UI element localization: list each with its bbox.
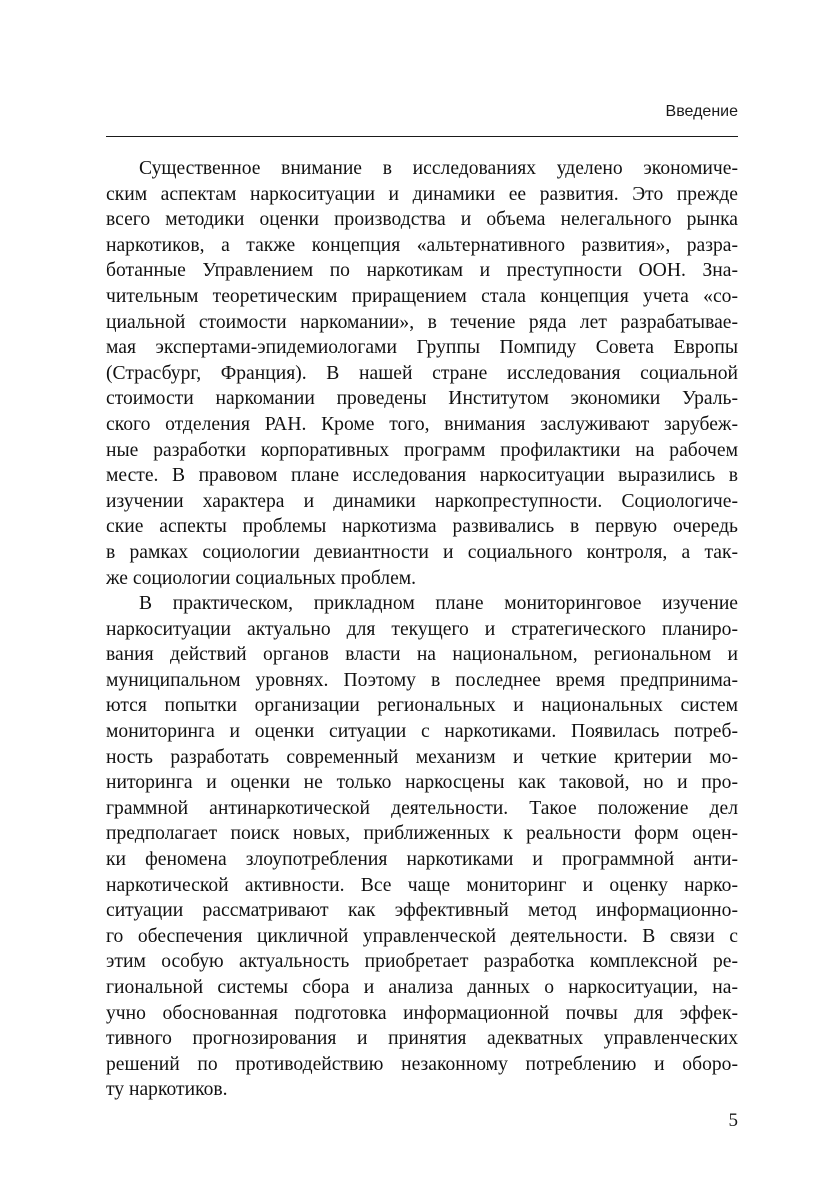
text-line: изучении характера и динамики наркопреступности. Социологиче- bbox=[106, 490, 738, 512]
text-line: ботанные Управлением по наркотикам и преступности ООН. Зна- bbox=[106, 260, 738, 282]
paragraph bbox=[106, 156, 738, 591]
text-line: ки феномена злоупотребления наркотиками и программной анти- bbox=[106, 849, 738, 871]
text-line: тивного прогнозирования и принятия адекватных управленческих bbox=[106, 1028, 738, 1050]
text-line: мая экспертами-эпидемиологами Группы Помпиду Совета Европы bbox=[106, 337, 738, 359]
text-line: наркоситуации актуально для текущего и стратегического планиро- bbox=[106, 618, 738, 640]
header-rule bbox=[106, 136, 738, 137]
text-line: ные разработки корпоративных программ профилактики на рабочем bbox=[106, 439, 738, 461]
text-line: Существенное внимание в исследованиях уделено экономиче- bbox=[139, 158, 738, 179]
text-line: решений по противодействию незаконному потреблению и оборо- bbox=[106, 1053, 738, 1075]
text-line: ским аспектам наркоситуации и динамики ее развития. Это прежде bbox=[106, 183, 738, 205]
text-line: циальной стоимости наркомании», в течение ряда лет разрабатывае- bbox=[106, 311, 738, 333]
text-line: ского отделения РАН. Кроме того, внимания заслуживают зарубеж- bbox=[106, 413, 738, 435]
text-line: ситуации рассматривают как эффективный метод информационно- bbox=[106, 900, 738, 922]
text-line: учно обоснованная подготовка информационной почвы для эффек- bbox=[106, 1002, 738, 1024]
text-line: стоимости наркомании проведены Институтом экономики Ураль- bbox=[106, 388, 738, 410]
text-line: месте. В правовом плане исследования наркоситуации выразились в bbox=[106, 465, 738, 487]
text-line: чительным теоретическим приращением стала концепция учета «со- bbox=[106, 285, 738, 307]
text-line: го обеспечения цикличной управленческой деятельности. В связи с bbox=[106, 925, 738, 947]
page-number: 5 bbox=[728, 1110, 738, 1131]
text-line: гиональной системы сбора и анализа данных о наркоситуации, на- bbox=[106, 977, 738, 998]
text-line: наркотической активности. Все чаще мониторинг и оценку нарко- bbox=[106, 874, 738, 896]
paragraph bbox=[106, 591, 738, 1103]
text-line: вания действий органов власти на национальном, региональном и bbox=[106, 644, 738, 666]
text-line: ту наркотиков. bbox=[106, 1079, 228, 1101]
text-line: предполагает поиск новых, приближенных к реальности форм оцен- bbox=[106, 823, 738, 845]
text-line: в рамках социологии девиантности и социального контроля, а так- bbox=[106, 541, 738, 563]
text-line: мониторинга и оценки ситуации с наркотиками. Появилась потреб- bbox=[106, 721, 738, 743]
text-line: В практическом, прикладном плане мониторинговое изучение bbox=[139, 593, 738, 615]
body-text bbox=[106, 156, 738, 1103]
text-line: ются попытки организации региональных и национальных систем bbox=[106, 695, 738, 717]
text-line: же социологии социальных проблем. bbox=[106, 567, 417, 589]
running-head-title: Введение bbox=[665, 103, 738, 120]
text-line: этим особую актуальность приобретает разработка комплексной ре- bbox=[106, 951, 738, 973]
text-line: (Страсбург, Франция). В нашей стране исследования социальной bbox=[106, 362, 738, 384]
text-line: ские аспекты проблемы наркотизма развивались в первую очередь bbox=[106, 516, 738, 538]
text-line: граммной антинаркотической деятельности. Такое положение дел bbox=[106, 797, 738, 819]
text-line: ность разработать современный механизм и четкие критерии мо- bbox=[106, 746, 738, 768]
text-line: всего методики оценки производства и объема нелегального рынка bbox=[106, 209, 738, 231]
text-line: муниципальном уровнях. Поэтому в последнее время предпринима- bbox=[106, 669, 738, 691]
text-line: наркотиков, а также концепция «альтернативного развития», разра- bbox=[106, 234, 738, 256]
text-line: ниторинга и оценки не только наркосцены как таковой, но и про- bbox=[106, 772, 738, 794]
